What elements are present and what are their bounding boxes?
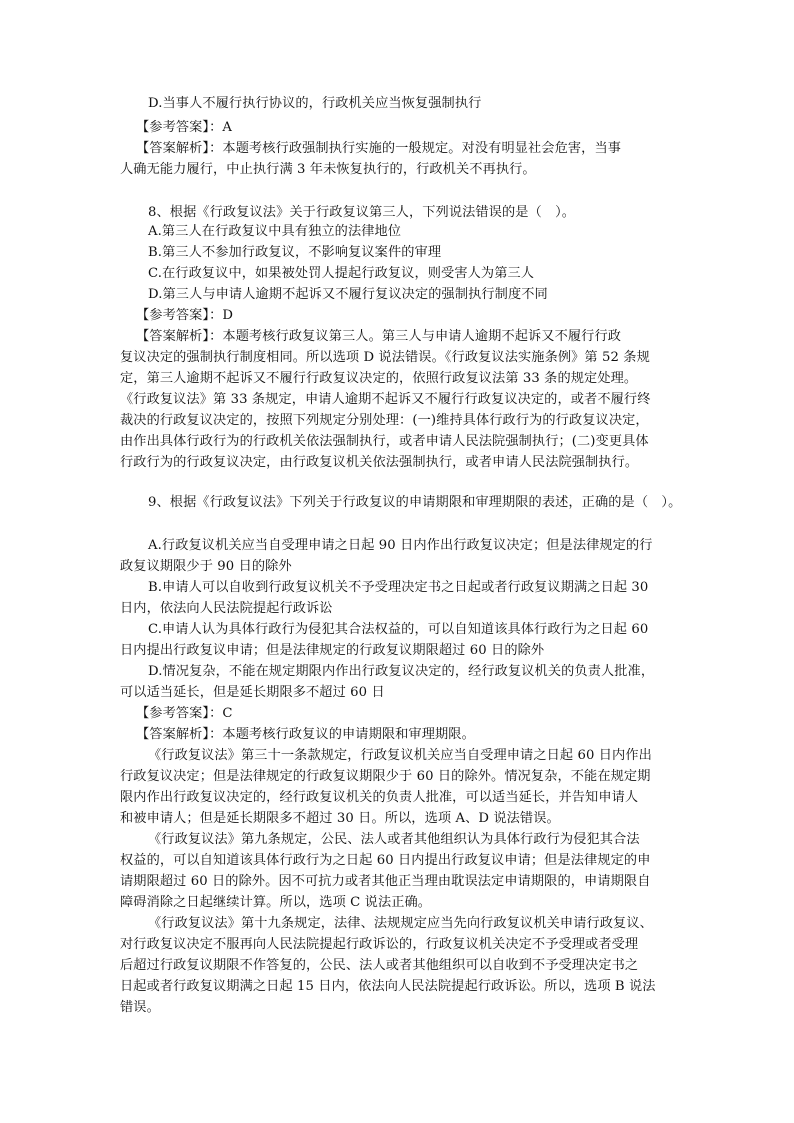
reference-answer: 【参考答案】：C xyxy=(136,706,233,721)
reference-answer: 【参考答案】：A xyxy=(136,120,233,135)
paragraph-line: 可以适当延长，但是延长期限多不超过 60 日 xyxy=(120,685,385,700)
paragraph-line: 行政复议决定；但是法律规定的行政复议期限少于 60 日的除外。情况复杂，不能在规定期 xyxy=(120,769,651,784)
paragraph-line: 行政行为的行政复议决定，由行政复议机关依法强制执行，或者申请人民法院强制执行。 xyxy=(120,455,639,470)
option-b-line: B.第三人不参加行政复议，不影响复议案件的审理 xyxy=(148,245,442,260)
paragraph-line: 后超过行政复议期限不作答复的，公民、法人或者其他组织可以自收到不予受理决定书之 xyxy=(120,958,639,973)
answer-analysis-line: 【答案解析】：本题考核行政复议第三人。第三人与申请人逾期不起诉又不履行行政 xyxy=(136,329,622,344)
paragraph-line: 限内作出行政复议决定的，经行政复议机关的负责人批准，可以适当延长，并告知申请人 xyxy=(120,790,639,805)
paragraph-line: 日内提出行政复议申请；但是法律规定的行政复议期限超过 60 日的除外 xyxy=(120,643,545,658)
paragraph-line: 《行政复议法》第九条规定，公民、法人或者其他组织认为具体行政行为侵犯其合法 xyxy=(148,832,640,847)
paragraph-line: 错误。 xyxy=(120,1000,160,1015)
paragraph-line: 裁决的行政复议决定的，按照下列规定分别处理：(一)维持具体行政行为的行政复议决定， xyxy=(120,413,649,428)
paragraph-line: 日起或者行政复议期满之日起 15 日内，依法向人民法院提起行政诉讼。所以，选项 B 说法 xyxy=(120,979,656,994)
paragraph-line: 《行政复议法》第十九条规定，法律、法规规定应当先向行政复议机关申请行政复议、 xyxy=(148,916,653,931)
paragraph-line: 对行政复议决定不服再向人民法院提起行政诉讼的，行政复议机关决定不予受理或者受理 xyxy=(120,937,639,952)
paragraph-line: 请期限超过 60 日的除外。因不可抗力或者其他正当理由耽误法定申请期限的，申请期限自 xyxy=(120,874,651,889)
paragraph-line: 定，第三人逾期不起诉又不履行行政复议决定的，依照行政复议法第 33 条的规定处理。 xyxy=(120,371,638,386)
paragraph-line: 由作出具体行政行为的行政机关依法强制执行，或者申请人民法院强制执行；(二)变更具体 xyxy=(120,434,649,449)
paragraph-line: 《行政复议法》第 33 条规定，申请人逾期不起诉又不履行行政复议决定的，或者不履行终 xyxy=(120,392,651,407)
question-8-heading: 8、根据《行政复议法》关于行政复议第三人，下列说法错误的是（ ）。 xyxy=(148,205,576,220)
paragraph-line: 人确无能力履行，中止执行满 3 年未恢复执行的，行政机关不再执行。 xyxy=(120,162,536,177)
paragraph-line: 复议决定的强制执行制度相同。所以选项 D 说法错误。《行政复议法实施条例》第 52 条规 xyxy=(120,350,650,365)
option-d-line: D.情况复杂，不能在规定期限内作出行政复议决定的，经行政复议机关的负责人批准， xyxy=(148,664,655,679)
answer-analysis-line: 【答案解析】：本题考核行政强制执行实施的一般规定。对没有明显社会危害，当事 xyxy=(136,141,622,156)
question-9-heading: 9、根据《行政复议法》下列关于行政复议的申请期限和审理期限的表述，正确的是（ ）。 xyxy=(148,495,682,510)
option-c-line: C.在行政复议中，如果被处罚人提起行政复议，则受害人为第三人 xyxy=(148,266,535,281)
paragraph-line: 《行政复议法》第三十一条款规定，行政复议机关应当自受理申请之日起 60 日内作出 xyxy=(148,748,652,763)
answer-analysis-line: 【答案解析】：本题考核行政复议的申请期限和审理期限。 xyxy=(136,727,475,742)
option-d-line: D.第三人与申请人逾期不起诉又不履行复议决定的强制执行制度不同 xyxy=(148,287,548,302)
option-b-line: B.申请人可以自收到行政复议机关不予受理决定书之日起或者行政复议期满之日起 30 xyxy=(148,580,649,595)
reference-answer: 【参考答案】：D xyxy=(136,308,234,323)
paragraph-line: 和被申请人；但是延长期限多不超过 30 日。所以，选项 A、D 说法错误。 xyxy=(120,811,560,826)
paragraph-line: 日内，依法向人民法院提起行政诉讼 xyxy=(120,601,333,616)
option-a-line: A.行政复议机关应当自受理申请之日起 90 日内作出行政复议决定；但是法律规定的行 xyxy=(148,538,653,553)
option-a-line: A.第三人在行政复议中具有独立的法律地位 xyxy=(148,224,402,239)
paragraph-line: 政复议期限少于 90 日的除外 xyxy=(120,559,292,574)
paragraph-line: 障碍消除之日起继续计算。所以，选项 C 说法正确。 xyxy=(120,895,432,910)
option-d-line: D.当事人不履行执行协议的，行政机关应当恢复强制执行 xyxy=(148,96,482,111)
paragraph-line: 权益的，可以自知道该具体行政行为之日起 60 日内提出行政复议申请；但是法律规定的申 xyxy=(120,853,651,868)
option-c-line: C.申请人认为具体行政行为侵犯其合法权益的，可以自知道该具体行政行为之日起 60 xyxy=(148,622,649,637)
